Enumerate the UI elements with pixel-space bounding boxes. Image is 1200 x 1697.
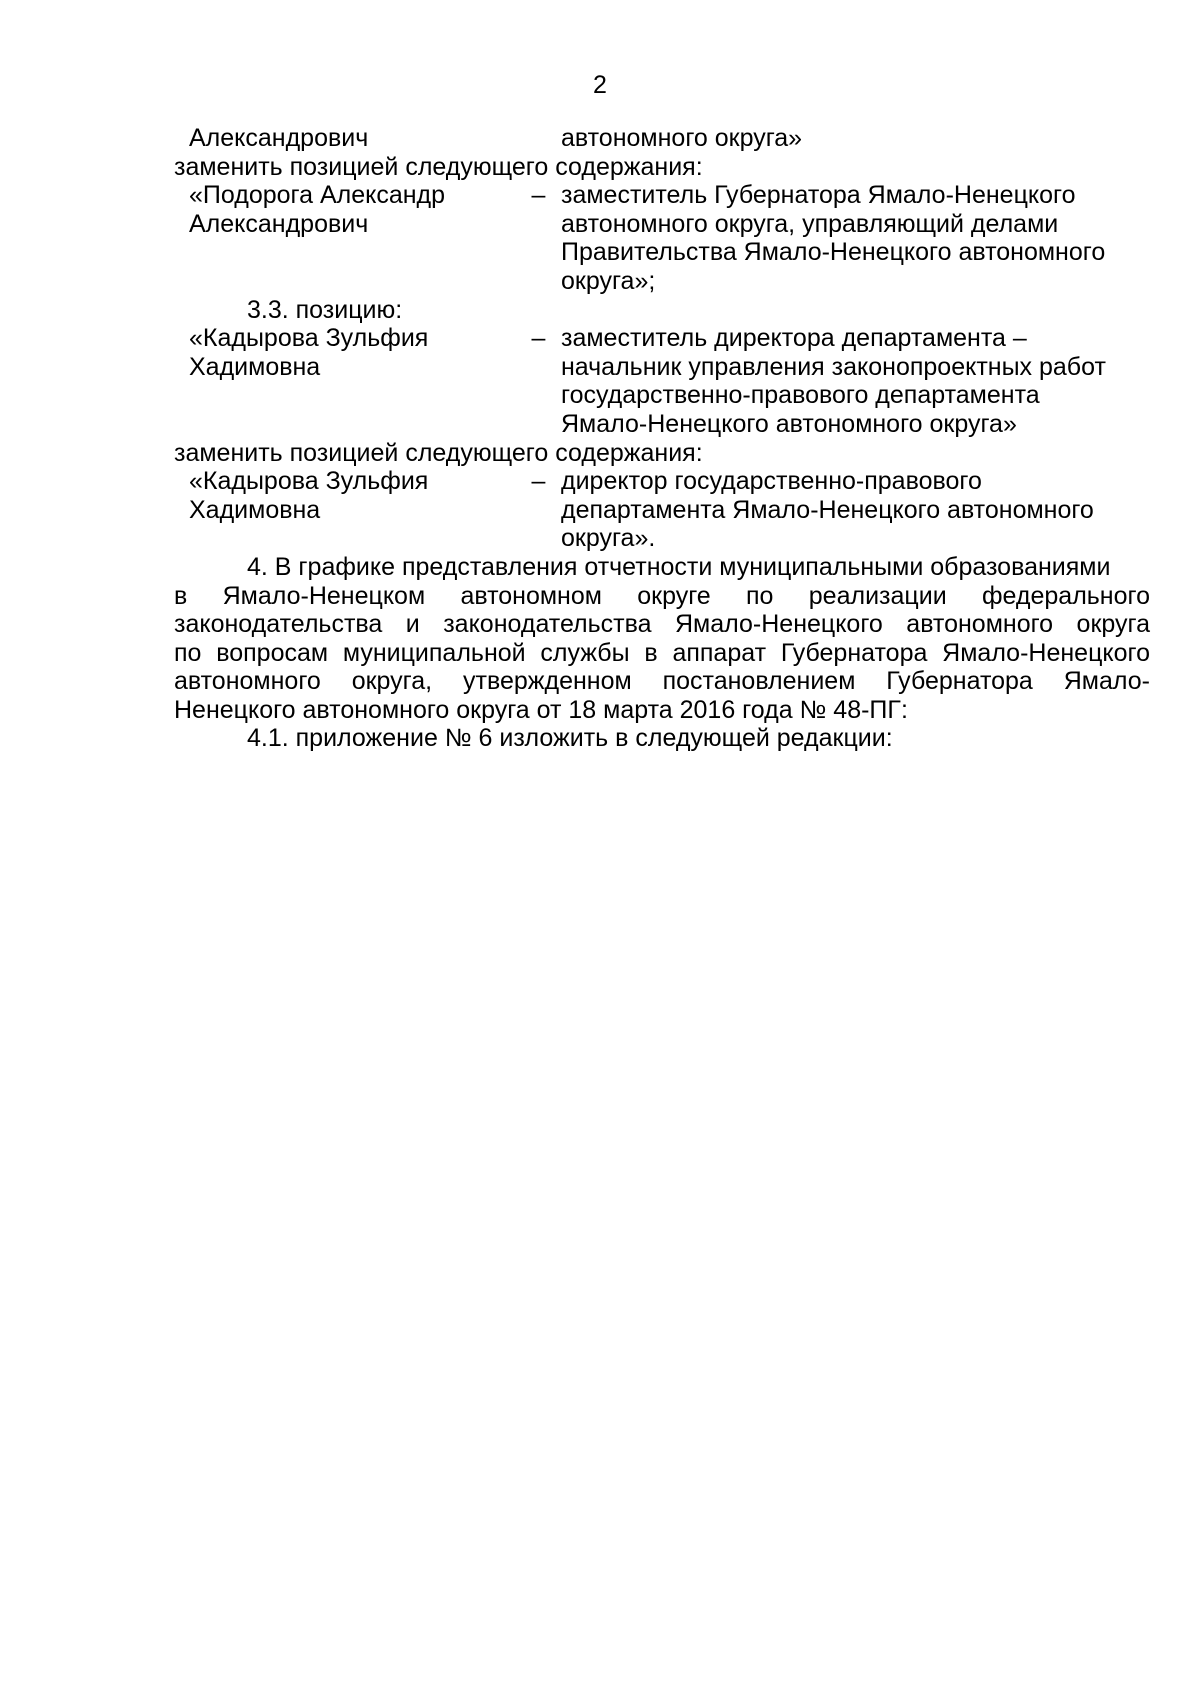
entry-description — [561, 181, 1150, 295]
paragraph-line: по вопросам муниципальной службы в аппарат Губернатора Ямало-Ненецкого — [174, 638, 1150, 667]
paragraph-line: автономного округа, утвержденном постановлением Губернатора Ямало- — [174, 667, 1150, 696]
paragraph-line: законодательства и законодательства Ямало-Ненецкого автономного округа — [174, 610, 1150, 639]
entry-description-line: департамента Ямало-Ненецкого автономного — [561, 495, 1094, 524]
paragraph-line: 4. В графике представления отчетности муниципальными образованиями — [247, 552, 1111, 581]
entry-name-line: Хадимовна — [189, 352, 321, 381]
paragraph-line: в Ямало-Ненецком автономном округе по реализации федерального — [174, 581, 1150, 610]
paragraph-line: Ненецкого автономного округа от 18 марта 2016 года № 48-ПГ: — [174, 695, 908, 724]
entry-name-line: Александрович — [189, 124, 369, 152]
entry-description-line: начальник управления законопроектных работ — [561, 352, 1106, 381]
position-entry-3 — [174, 324, 1150, 438]
entry-description-line: заместитель Губернатора Ямало-Ненецкого — [561, 181, 1076, 210]
entry-name-line: Александрович — [189, 209, 369, 238]
replace-instruction: заменить позицией следующего содержания: — [174, 438, 703, 467]
entry-description — [561, 124, 1150, 153]
entry-name — [174, 324, 516, 381]
entry-description-line: государственно-правового департамента — [561, 381, 1040, 410]
replace-instruction: заменить позицией следующего содержания: — [174, 152, 703, 181]
entry-name-line: «Подорога Александр — [189, 181, 446, 210]
entry-name-line: Хадимовна — [189, 495, 321, 524]
entry-description — [561, 324, 1150, 438]
entry-description-line: Ямало-Ненецкого автономного округа» — [561, 409, 1017, 438]
entry-name — [174, 181, 516, 238]
entry-description-line: Правительства Ямало-Ненецкого автономного — [561, 238, 1106, 267]
entry-dash: – — [531, 324, 546, 353]
entry-dash: – — [531, 181, 546, 210]
entry-description-line: округа». — [561, 524, 656, 553]
entry-description-line: автономного округа, управляющий делами — [561, 209, 1059, 238]
item-3-3: 3.3. позицию: — [247, 295, 403, 324]
position-entry-2 — [174, 181, 1150, 295]
item-4-1: 4.1. приложение № 6 изложить в следующей редакции: — [247, 724, 893, 753]
entry-name-line: «Кадырова Зульфия — [189, 467, 429, 496]
document-body — [174, 124, 1150, 753]
page-number: 2 — [593, 71, 607, 99]
entry-description-line: автономного округа» — [561, 124, 803, 152]
entry-description — [561, 467, 1150, 553]
entry-dash: – — [531, 467, 546, 496]
position-entry-4 — [174, 467, 1150, 553]
entry-name-line: «Кадырова Зульфия — [189, 324, 429, 353]
position-entry-1 — [174, 124, 1150, 153]
paragraph-4 — [174, 553, 1150, 725]
entry-description-line: округа»; — [561, 266, 656, 295]
entry-name — [174, 467, 516, 524]
entry-description-line: заместитель директора департамента – — [561, 324, 1027, 353]
entry-description-line: директор государственно-правового — [561, 467, 982, 496]
entry-name — [174, 124, 516, 153]
